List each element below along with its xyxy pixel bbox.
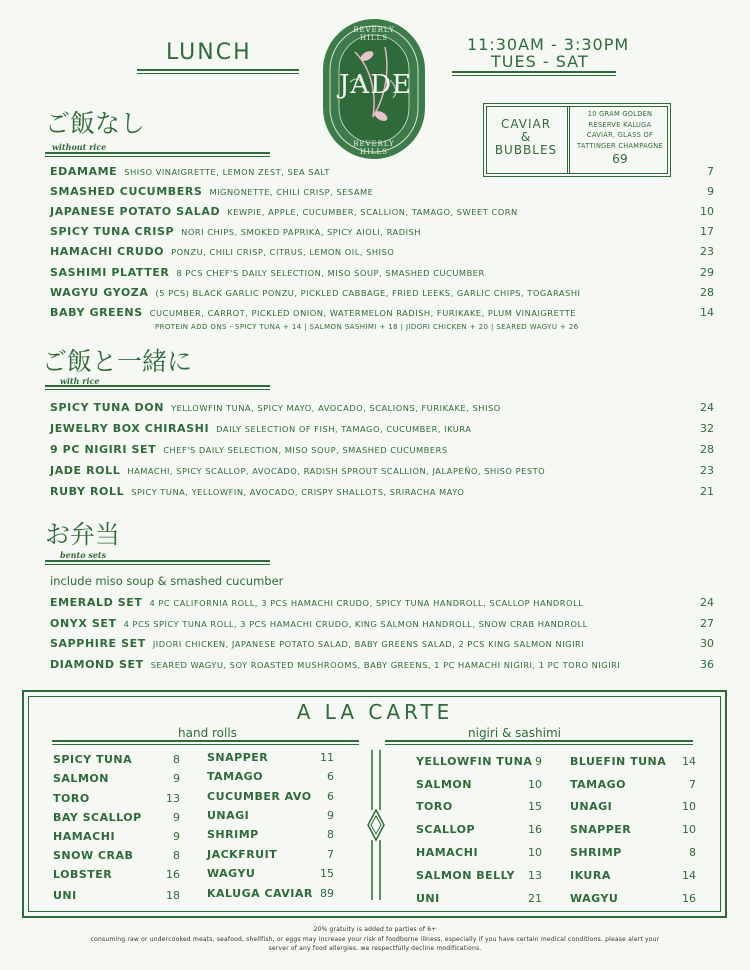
menu-item-desc: CHEF'S DAILY SELECTION, MISO SOUP, SMASHED CUCUMBERS — [163, 445, 448, 455]
menu-item-desc: MIGNONETTE, CHILI CRISP, SESAME — [209, 187, 374, 197]
menu-item-desc: KEWPIE, APPLE, CUCUMBER, SCALLION, TAMAGO, SWEET CORN — [227, 207, 518, 217]
a-la-carte-item-price: 13 — [528, 869, 542, 882]
caviar-title-1: CAVIAR — [500, 117, 552, 131]
menu-item-name: BABY GREENS — [50, 306, 143, 319]
logo-arc-bottom: BEVERLY HILLS — [353, 140, 395, 156]
a-la-carte-item-price: 16 — [682, 892, 696, 905]
lunch-underline — [137, 69, 299, 74]
menu-item-name: WAGYU GYOZA — [50, 286, 149, 299]
a-la-carte-item-name: WAGYU — [570, 892, 619, 905]
hours-text: 11:30AM - 3:30PM — [467, 35, 630, 54]
menu-item-name: EMERALD SET — [50, 596, 143, 609]
menu-item-name: JEWELRY BOX CHIRASHI — [50, 422, 210, 435]
section-bento-rule — [45, 560, 270, 565]
caviar-desc-line: TATTINGER CHAMPAGNE — [577, 141, 663, 150]
hand-rolls-rule — [52, 740, 359, 745]
menu-item-desc: HAMACHI, SPICY SCALLOP, AVOCADO, RADISH SPROUT SCALLION, JALAPEÑO, SHISO PESTO — [127, 466, 546, 476]
a-la-carte-item-price: 8 — [173, 849, 180, 862]
a-la-carte-item-name: SNAPPER — [207, 751, 269, 764]
menu-item-name: JADE ROLL — [50, 464, 121, 477]
a-la-carte-item-name: IKURA — [570, 869, 611, 882]
a-la-carte-item — [416, 800, 542, 816]
a-la-carte-item — [416, 778, 542, 794]
a-la-carte-item-name: UNI — [53, 889, 77, 902]
a-la-carte-item — [570, 869, 696, 885]
menu-item — [50, 286, 714, 302]
caviar-title-2: & — [520, 130, 532, 144]
a-la-carte-item-name: JACKFRUIT — [207, 848, 278, 861]
a-la-carte-item-price: 15 — [528, 800, 542, 813]
caviar-divider — [567, 107, 570, 173]
menu-item-price: 9 — [707, 185, 714, 198]
a-la-carte-item — [570, 892, 696, 908]
a-la-carte-item-price: 10 — [528, 846, 542, 859]
menu-item-price: 14 — [700, 306, 714, 319]
menu-item-desc: 4 PCS SPICY TUNA ROLL, 3 PCS HAMACHI CRUDO, KING SALMON HANDROLL, SNOW CRAB HANDROLL — [123, 619, 588, 629]
a-la-carte-item-price: 13 — [166, 792, 180, 805]
menu-item-price: 23 — [700, 464, 714, 477]
caviar-desc-line: 10 GRAM GOLDEN — [587, 110, 653, 118]
protein-add-ons-note: PROTEIN ADD ONS - SPICY TUNA + 14 | SALMON SASHIMI + 18 | JIDORI CHICKEN + 20 | SEARED WAGYU + 26 — [155, 323, 579, 331]
a-la-carte-item-price: 7 — [689, 778, 696, 791]
a-la-carte-item — [207, 867, 334, 883]
nigiri-rule — [385, 740, 693, 745]
a-la-carte-item-price: 14 — [682, 755, 696, 768]
a-la-carte-item-price: 15 — [320, 867, 334, 880]
a-la-carte-item-name: TAMAGO — [570, 778, 627, 791]
bento-note: include miso soup & smashed cucumber — [50, 574, 284, 588]
a-la-carte-item — [416, 846, 542, 862]
menu-item — [50, 422, 714, 438]
a-la-carte-item-price: 6 — [327, 790, 334, 803]
a-la-carte-item-name: CUCUMBER AVO — [207, 790, 312, 803]
menu-item-price: 24 — [700, 596, 714, 609]
a-la-carte-item — [53, 792, 180, 808]
menu-item — [50, 443, 714, 459]
a-la-carte-item — [416, 869, 542, 885]
menu-item-desc: (5 PCS) BLACK GARLIC PONZU, PICKLED CABBAGE, FRIED LEEKS, GARLIC CHIPS, TOGARASHI — [155, 288, 581, 298]
a-la-carte-item — [207, 887, 334, 903]
menu-item-name: SPICY TUNA DON — [50, 401, 165, 414]
a-la-carte-item-price: 9 — [173, 830, 180, 843]
lunch-label: LUNCH — [166, 40, 252, 65]
menu-item — [50, 266, 714, 282]
menu-item-desc: SEARED WAGYU, SOY ROASTED MUSHROOMS, BABY GREENS, 1 PC HAMACHI NIGIRI, 1 PC TORO NIGIRI — [150, 660, 621, 670]
caviar-title-3: BUBBLES — [494, 143, 558, 157]
menu-item-desc: DAILY SELECTION OF FISH, TAMAGO, CUCUMBER, IKURA — [216, 424, 472, 434]
menu-item-desc: PONZU, CHILI CRISP, CITRUS, LEMON OIL, SHISO — [171, 247, 395, 257]
a-la-carte-item-price: 10 — [682, 823, 696, 836]
a-la-carte-item-price: 8 — [327, 828, 334, 841]
menu-item — [50, 596, 714, 612]
menu-item — [50, 306, 714, 322]
a-la-carte-item — [570, 778, 696, 794]
a-la-carte-item-name: WAGYU — [207, 867, 256, 880]
a-la-carte-item-name: SALMON — [416, 778, 472, 791]
menu-item-name: RUBY ROLL — [50, 485, 125, 498]
menu-item-price: 23 — [700, 245, 714, 258]
caviar-desc-line: RESERVE KALUGA — [588, 120, 652, 129]
a-la-carte-item — [207, 751, 334, 767]
a-la-carte-item-price: 6 — [327, 770, 334, 783]
a-la-carte-item — [207, 809, 334, 825]
a-la-carte-item-name: SPICY TUNA — [53, 753, 133, 766]
jade-logo — [315, 12, 433, 162]
menu-item-desc: SHISO VINAIGRETTE, LEMON ZEST, SEA SALT — [124, 167, 330, 177]
menu-item-desc: 8 PCS CHEF'S DAILY SELECTION, MISO SOUP, SMASHED CUCUMBER — [176, 268, 485, 278]
menu-item — [50, 401, 714, 417]
a-la-carte-item-price: 16 — [166, 868, 180, 881]
a-la-carte-item-price: 16 — [528, 823, 542, 836]
a-la-carte-item-name: SNOW CRAB — [53, 849, 134, 862]
a-la-carte-item-price: 11 — [320, 751, 334, 764]
menu-item-desc: NORI CHIPS, SMOKED PAPRIKA, SPICY AIOLI, RADISH — [181, 227, 422, 237]
footer-warning-2: server of any food allergies. we respectfully decline modifications. — [268, 945, 482, 952]
a-la-carte-item-price: 9 — [327, 809, 334, 822]
menu-item-price: 28 — [700, 443, 714, 456]
hours-underline — [452, 71, 616, 76]
a-la-carte-item-name: SALMON — [53, 772, 109, 785]
menu-item — [50, 225, 714, 241]
a-la-carte-item-name: TORO — [416, 800, 453, 813]
a-la-carte-item-price: 9 — [173, 811, 180, 824]
a-la-carte-item — [53, 811, 180, 827]
a-la-carte-item-name: TORO — [53, 792, 90, 805]
menu-item-name: SASHIMI PLATTER — [50, 266, 170, 279]
section-bento-jp: お弁当 — [45, 520, 121, 549]
menu-item — [50, 185, 714, 201]
a-la-carte-item — [207, 848, 334, 864]
a-la-carte-item — [53, 830, 180, 846]
section-with-rice-en: with rice — [60, 376, 100, 386]
caviar-price: 69 — [612, 152, 628, 166]
a-la-carte-item-name: SHRIMP — [207, 828, 259, 841]
a-la-carte-item-name: SHRIMP — [570, 846, 622, 859]
a-la-carte-item-name: LOBSTER — [53, 868, 113, 881]
a-la-carte-item-price: 7 — [327, 848, 334, 861]
a-la-carte-item — [53, 889, 180, 905]
a-la-carte-title: A LA CARTE — [296, 700, 454, 724]
a-la-carte-item — [416, 892, 542, 908]
a-la-carte-item — [207, 828, 334, 844]
center-ornament — [364, 750, 388, 900]
menu-item-name: DIAMOND SET — [50, 658, 144, 671]
a-la-carte-item-name: KALUGA CAVIAR — [207, 887, 313, 900]
a-la-carte-item — [570, 800, 696, 816]
a-la-carte-item-price: 10 — [528, 778, 542, 791]
a-la-carte-item-name: HAMACHI — [53, 830, 116, 843]
menu-item — [50, 658, 714, 674]
menu-item — [50, 485, 714, 501]
menu-item-name: SAPPHIRE SET — [50, 637, 146, 650]
a-la-carte-item-price: 9 — [535, 755, 542, 768]
a-la-carte-item-price: 21 — [528, 892, 542, 905]
menu-item-desc: JIDORI CHICKEN, JAPANESE POTATO SALAD, BABY GREENS SALAD, 2 PCS KING SALMON NIGIRI — [152, 639, 585, 649]
section-with-rice-rule — [45, 385, 270, 390]
a-la-carte-item-price: 8 — [173, 753, 180, 766]
a-la-carte-item-price: 18 — [166, 889, 180, 902]
a-la-carte-item-name: BAY SCALLOP — [53, 811, 142, 824]
menu-item-price: 36 — [700, 658, 714, 671]
a-la-carte-item — [416, 755, 542, 771]
menu-item-price: 28 — [700, 286, 714, 299]
a-la-carte-item — [416, 823, 542, 839]
a-la-carte-item — [53, 753, 180, 769]
menu-item-price: 7 — [707, 165, 714, 178]
a-la-carte-item-name: UNAGI — [207, 809, 250, 822]
a-la-carte-item-price: 10 — [682, 800, 696, 813]
a-la-carte-item-price: 8 — [689, 846, 696, 859]
menu-item-price: 30 — [700, 637, 714, 650]
menu-item-price: 29 — [700, 266, 714, 279]
footer-warning-1: consuming raw or undercooked meats, seafood, shellfish, or eggs may increase your risk of foodborne illness, especially if you have certain medical conditions. please alert your — [90, 936, 660, 943]
section-no-rice-jp: ご飯なし — [45, 109, 146, 138]
a-la-carte-item-name: YELLOWFIN TUNA — [416, 755, 533, 768]
a-la-carte-item — [570, 846, 696, 862]
menu-item-name: SPICY TUNA CRISP — [50, 225, 175, 238]
menu-item-name: JAPANESE POTATO SALAD — [50, 205, 221, 218]
a-la-carte-item-name: UNI — [416, 892, 440, 905]
a-la-carte-item-name: BLUEFIN TUNA — [570, 755, 667, 768]
section-bento-en: bento sets — [60, 550, 107, 560]
menu-item-name: 9 PC NIGIRI SET — [50, 443, 157, 456]
menu-item — [50, 205, 714, 221]
caviar-title — [490, 118, 562, 157]
logo-brand: JADE — [339, 70, 413, 100]
a-la-carte-item-name: SALMON BELLY — [416, 869, 515, 882]
menu-item-price: 27 — [700, 617, 714, 630]
days-text: TUES - SAT — [491, 52, 589, 71]
menu-item-desc: 4 PC CALIFORNIA ROLL, 3 PCS HAMACHI CRUDO, SPICY TUNA HANDROLL, SCALLOP HANDROLL — [149, 598, 584, 608]
menu-item-name: SMASHED CUCUMBERS — [50, 185, 203, 198]
a-la-carte-item — [53, 849, 180, 865]
a-la-carte-item-price: 9 — [173, 772, 180, 785]
menu-item-price: 24 — [700, 401, 714, 414]
menu-item — [50, 245, 714, 261]
a-la-carte-item — [207, 790, 334, 806]
caviar-desc-line: CAVIAR, GLASS OF — [586, 131, 654, 139]
a-la-carte-item-price: 89 — [320, 887, 334, 900]
nigiri-label: nigiri & sashimi — [468, 726, 561, 740]
a-la-carte-item-name: HAMACHI — [416, 846, 479, 859]
menu-item-desc: CUCUMBER, CARROT, PICKLED ONION, WATERMELON RADISH, FURIKAKE, PLUM VINAIGRETTE — [149, 308, 577, 318]
menu-item-name: ONYX SET — [50, 617, 117, 630]
logo-arc-top: BEVERLY HILLS — [353, 26, 395, 42]
a-la-carte-item — [53, 868, 180, 884]
menu-item-price: 21 — [700, 485, 714, 498]
a-la-carte-item-price: 14 — [682, 869, 696, 882]
a-la-carte-item-name: TAMAGO — [207, 770, 264, 783]
caviar-desc — [572, 109, 668, 165]
a-la-carte-item — [570, 823, 696, 839]
hand-rolls-label: hand rolls — [178, 726, 237, 740]
section-no-rice-rule — [45, 152, 270, 157]
a-la-carte-item-name: UNAGI — [570, 800, 613, 813]
menu-item — [50, 464, 714, 480]
menu-item — [50, 165, 714, 181]
section-no-rice-en: without rice — [52, 142, 107, 152]
menu-item-desc: YELLOWFIN TUNA, SPICY MAYO, AVOCADO, SCALIONS, FURIKAKE, SHISO — [171, 403, 501, 413]
a-la-carte-item — [207, 770, 334, 786]
footer-gratuity: 20% gratuity is added to parties of 6+ — [313, 926, 437, 933]
a-la-carte-item-name: SNAPPER — [570, 823, 632, 836]
menu-item-price: 32 — [700, 422, 714, 435]
menu-item-price: 17 — [700, 225, 714, 238]
menu-item — [50, 617, 714, 633]
menu-item-name: EDAMAME — [50, 165, 118, 178]
a-la-carte-item-name: SCALLOP — [416, 823, 476, 836]
menu-item-desc: SPICY TUNA, YELLOWFIN, AVOCADO, CRISPY SHALLOTS, SRIRACHA MAYO — [131, 487, 465, 497]
menu-item-price: 10 — [700, 205, 714, 218]
menu-item — [50, 637, 714, 653]
section-with-rice-jp: ご飯と一緒に — [42, 347, 193, 376]
menu-item-name: HAMACHI CRUDO — [50, 245, 165, 258]
a-la-carte-item — [570, 755, 696, 771]
a-la-carte-item — [53, 772, 180, 788]
